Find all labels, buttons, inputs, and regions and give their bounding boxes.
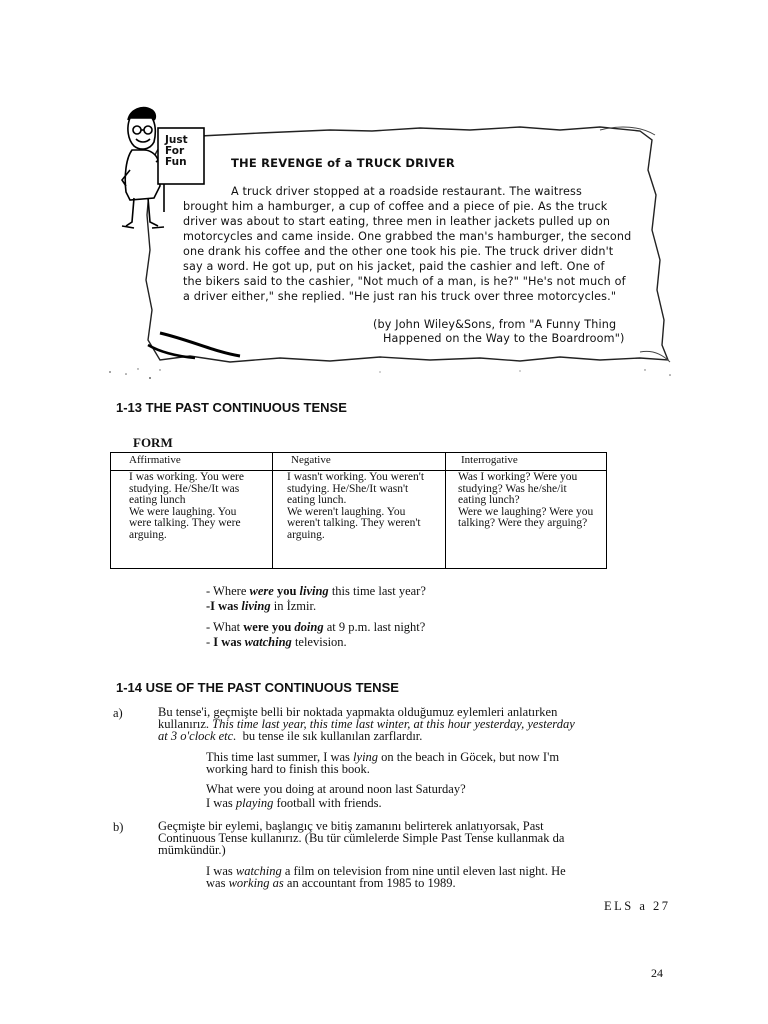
- example-line: [206, 797, 382, 810]
- table-cell-line: eating lunch.: [287, 494, 347, 507]
- sign-line: Fun: [165, 156, 187, 168]
- story-credit-line: Happened on the Way to the Boardroom"): [383, 332, 625, 345]
- text-span: on the beach in Göcek, but now I'm: [378, 750, 560, 764]
- text-span: television.: [291, 635, 347, 649]
- table-cell-line: Were we laughing? Were you: [458, 505, 594, 518]
- text-span: I was: [206, 864, 236, 878]
- story-line: driver was about to start eating, three men in leather jackets pulled up on: [183, 215, 611, 228]
- series-label: ELS a 27: [604, 899, 671, 913]
- paragraph-line: Bu tense'i, geçmişte belli bir noktada yapmakta olduğumuz eylemleri anlatırken: [158, 705, 558, 719]
- text-span: lying: [353, 750, 379, 764]
- sign-line: For: [165, 145, 185, 157]
- table-cell-line: studying. He/She/It wasn't: [287, 482, 409, 495]
- sign-text: [165, 135, 188, 168]
- text-span: bu tense ile sık kullanılan zarflardır.: [236, 729, 423, 743]
- table-column-divider: [445, 453, 446, 568]
- table-cell-line: Was I working? Were you: [458, 471, 578, 483]
- section-heading-1-13: 1-13 THE PAST CONTINUOUS TENSE: [116, 400, 347, 415]
- story-line: one drank his coffee and the other one took his pie. The truck driver didn't: [183, 245, 614, 258]
- text-span: playing: [235, 796, 274, 810]
- section-heading-1-14: 1-14 USE OF THE PAST CONTINUOUS TENSE: [116, 680, 399, 695]
- table-cell-line: talking? Were they arguing?: [458, 517, 588, 530]
- text-span: in İzmir.: [270, 599, 317, 613]
- table-cell-line: We were laughing. You: [129, 505, 237, 518]
- text-span: watching: [235, 864, 282, 878]
- example-line: working hard to finish this book.: [206, 762, 370, 776]
- table-cell-line: studying? Was he/she/it: [458, 482, 567, 495]
- text-span: at 3 o'clock etc.: [158, 729, 237, 743]
- text-span: kullanırız.: [158, 717, 213, 731]
- table-cell-line: were talking. They were: [129, 517, 241, 530]
- example-answer: [206, 635, 347, 650]
- text-span: -: [206, 635, 214, 649]
- paragraph-line: mümkündür.): [158, 843, 226, 857]
- story-line: a driver either," she replied. "He just ran his truck over three motorcycles.": [183, 290, 617, 303]
- table-cell-line: eating lunch?: [458, 494, 520, 507]
- text-span: living: [241, 599, 271, 613]
- table-cell-negative: [287, 472, 424, 542]
- table-cell-line: studying. He/She/It was: [129, 482, 240, 495]
- text-span: This time last summer, I was: [206, 750, 354, 764]
- sign-line: Just: [165, 134, 188, 146]
- text-span: - Where: [206, 584, 250, 598]
- list-marker-a: a): [113, 706, 123, 720]
- paragraph-line: Geçmişte bir eylemi, başlangıç ve bitiş zamanını belirterek anlatıyorsak, Past: [158, 819, 544, 833]
- table-cell-line: I wasn't working. You weren't: [287, 471, 425, 483]
- story-line: A truck driver stopped at a roadside restaurant. The waitress: [231, 185, 582, 198]
- text-span: working as: [228, 876, 284, 890]
- table-cell-line: arguing.: [287, 528, 325, 541]
- text-span: was: [206, 876, 229, 890]
- text-span: doing: [294, 620, 324, 634]
- text-span: at 9 p.m. last night?: [323, 620, 426, 634]
- story-line: the bikers said to the cashier, "Not much of a man, is he?" "He's not much of: [183, 275, 626, 288]
- table-cell-line: We weren't laughing. You: [287, 505, 406, 518]
- text-span: were: [249, 584, 274, 598]
- text-span: I was: [213, 635, 245, 649]
- table-column-divider: [272, 453, 273, 568]
- table-header-interrogative: Interrogative: [461, 454, 518, 466]
- table-cell-line: I was working. You were: [129, 471, 244, 483]
- example-answer: [206, 599, 316, 614]
- table-header-affirmative: Affirmative: [129, 454, 181, 466]
- story-line: say a word. He got up, put on his jacket, paid the cashier and left. One of: [183, 260, 605, 273]
- form-table: [110, 452, 607, 569]
- text-span: a film on television from nine until eleven last night. He: [281, 864, 566, 878]
- text-span: an accountant from 1985 to 1989.: [283, 876, 456, 890]
- list-marker-b: b): [113, 820, 124, 834]
- story-line: motorcycles and came inside. One grabbed the man's hamburger, the second: [183, 230, 632, 243]
- text-span: were you: [243, 620, 295, 634]
- text-span: this time last year?: [328, 584, 426, 598]
- text-span: you: [273, 584, 300, 598]
- page-number: 24: [651, 966, 663, 980]
- paragraph-line: Continuous Tense kullanırız. (Bu tür cümlelerde Simple Past Tense kullanmak da: [158, 831, 565, 845]
- text-span: watching: [244, 635, 292, 649]
- text-span: I was: [206, 796, 236, 810]
- table-cell-line: weren't talking. They weren't: [287, 517, 421, 530]
- form-label: FORM: [133, 435, 173, 450]
- table-cell-line: arguing.: [129, 528, 167, 541]
- table-cell-affirmative: [129, 472, 244, 542]
- text-span: football with friends.: [273, 796, 382, 810]
- story-title: THE REVENGE of a TRUCK DRIVER: [231, 156, 455, 170]
- table-cell-line: eating lunch: [129, 494, 186, 507]
- story-line: brought him a hamburger, a cup of coffee and a piece of pie. As the truck: [183, 200, 608, 213]
- text-span: -I was: [206, 599, 242, 613]
- text-span: - What: [206, 620, 244, 634]
- example-line: What were you doing at around noon last Saturday?: [206, 782, 466, 796]
- text-span: This time last year, this time last winter, at this hour yesterday, yesterday: [212, 717, 575, 731]
- text-span: living: [299, 584, 329, 598]
- story-credit-line: (by John Wiley&Sons, from "A Funny Thing: [373, 318, 617, 331]
- example-question: [206, 584, 426, 599]
- table-header-negative: Negative: [291, 454, 331, 466]
- paragraph-line: [158, 730, 422, 743]
- example-question: [206, 620, 425, 635]
- table-cell-interrogative: [458, 472, 593, 530]
- example-line: [206, 877, 456, 890]
